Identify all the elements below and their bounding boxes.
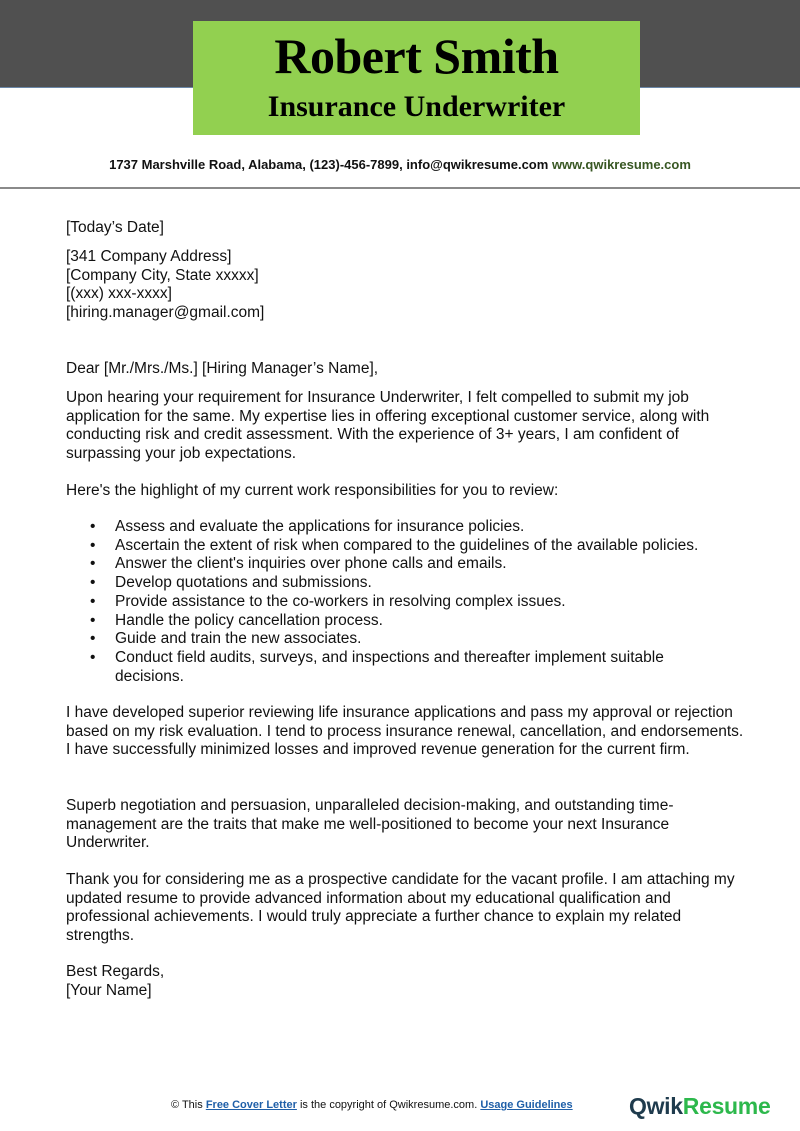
footer-text: is the copyright of Qwikresume.com. <box>299 1099 478 1111</box>
list-item: • Handle the policy cancellation process. <box>66 612 746 631</box>
logo-part: Qwik <box>629 1093 683 1119</box>
name-box <box>193 21 640 135</box>
contact-info: 1737 Marshville Road, Alabama, (123)-456-7899, info@qwikresume.com <box>109 157 549 172</box>
list-item: • Assess and evaluate the applications for insurance policies. <box>66 518 746 537</box>
intro-line: Here's the highlight of my current work responsibilities for you to review: <box>66 482 559 499</box>
recipient-address <box>66 248 746 323</box>
address-line: [hiring.manager@gmail.com] <box>66 304 265 322</box>
closing: Best Regards, <box>66 963 165 980</box>
free-cover-letter-link[interactable]: Free Cover Letter <box>205 1099 297 1111</box>
job-title: Insurance Underwriter <box>267 90 566 123</box>
address-line: [(xxx) xxx-xxxx] <box>66 285 172 303</box>
date: [Today’s Date] <box>66 219 164 236</box>
logo-part: Resume <box>682 1093 771 1119</box>
contact-line <box>0 157 800 172</box>
responsibilities-list <box>66 518 746 686</box>
qwikresume-logo <box>629 1093 770 1120</box>
website-link[interactable]: www.qwikresume.com <box>551 157 691 172</box>
list-item: • Develop quotations and submissions. <box>66 574 746 593</box>
paragraph-3: Superb negotiation and persuasion, unparalleled decision-making, and outstanding time-management are the traits that make me well-positioned to become your next Insurance Underwriter. <box>66 797 674 852</box>
list-item: • Answer the client's inquiries over phone calls and emails. <box>66 555 746 574</box>
copyright-footer <box>171 1099 573 1111</box>
divider <box>0 187 800 189</box>
footer-text: © This <box>171 1099 203 1111</box>
address-line: [Company City, State xxxxx] <box>66 266 259 284</box>
list-item: • Provide assistance to the co-workers in resolving complex issues. <box>66 593 746 612</box>
paragraph-1: Upon hearing your requirement for Insurance Underwriter, I felt compelled to submit my job application for the same. My expertise lies in offering exceptional customer service, along with conducting risk and credit assessment. With the experience of 3+ years, I am confident of surpassing your job expectations. <box>66 389 710 463</box>
list-item: • Ascertain the extent of risk when compared to the guidelines of the available policies. <box>66 537 746 556</box>
paragraph-2: I have developed superior reviewing life insurance applications and pass my approval or rejection based on my risk evaluation. I tend to process insurance renewal, cancellation, and endorsements. I have successfully minimized losses and improved revenue generation for the current firm. <box>66 704 744 759</box>
candidate-name: Robert Smith <box>274 28 559 84</box>
list-item: • Guide and train the new associates. <box>66 630 746 649</box>
address-line: [341 Company Address] <box>66 248 232 265</box>
salutation: Dear [Mr./Mrs./Ms.] [Hiring Manager’s Name], <box>66 360 379 377</box>
usage-guidelines-link[interactable]: Usage Guidelines <box>480 1099 573 1111</box>
list-item: • Conduct field audits, surveys, and inspections and thereafter implement suitable decisions. <box>66 649 746 686</box>
paragraph-4: Thank you for considering me as a prospective candidate for the vacant profile. I am attaching my updated resume to provide advanced information about my educational qualification and professional achievements. I would truly appreciate a further chance to explain my related strengths. <box>66 871 735 945</box>
signature: [Your Name] <box>66 982 152 999</box>
